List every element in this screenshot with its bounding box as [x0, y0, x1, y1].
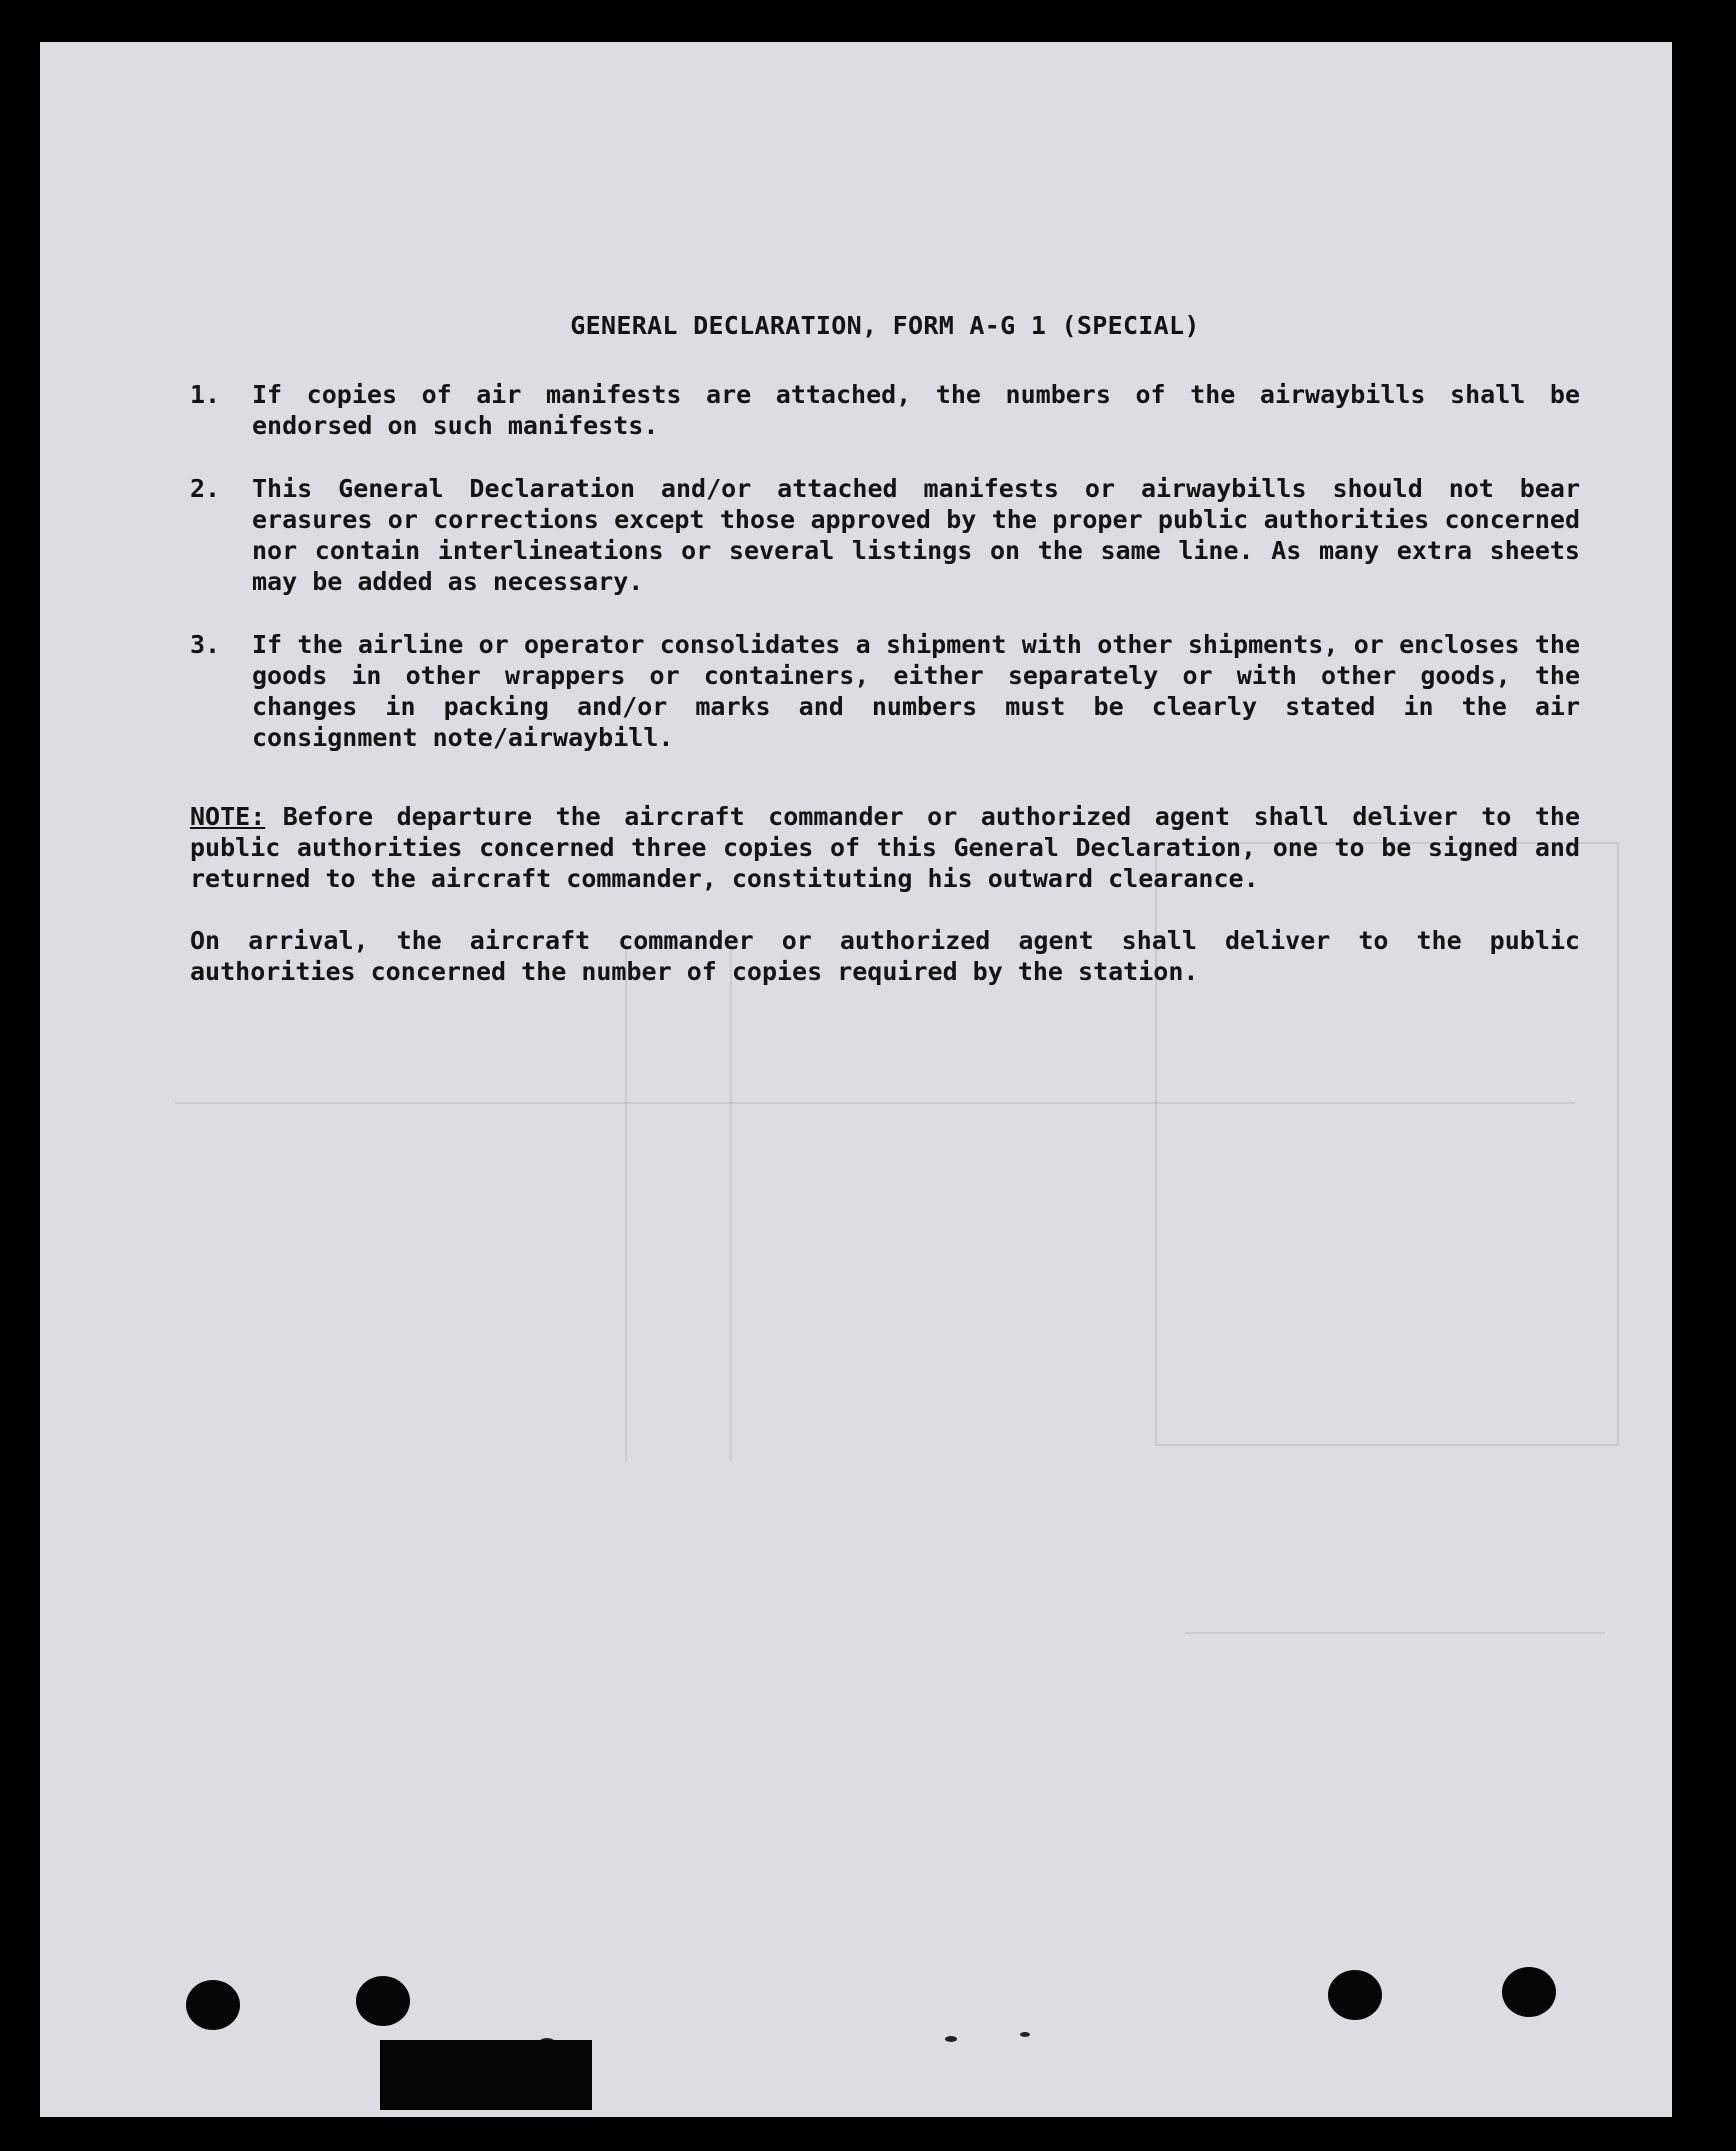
binding-tab: [380, 2040, 592, 2110]
document-title: GENERAL DECLARATION, FORM A-G 1 (SPECIAL): [570, 311, 1200, 340]
item-number: 2.: [190, 474, 221, 503]
instruction-item: [190, 379, 1580, 441]
arrival-paragraph: On arrival, the aircraft commander or authorized agent shall deliver to the public authorities concerned the number of copies required by the station.: [190, 926, 1580, 986]
item-number: 3.: [190, 630, 221, 659]
punch-hole: [356, 1976, 410, 2026]
item-text: If the airline or operator consolidates a shipment with other shipments, or encloses the goods in other wrappers or containers, either separately or with other goods, the changes in packing and/or marks and numbers must be clearly stated in the air consignment note/airwaybill.: [252, 630, 1580, 752]
bleed-through-line: [730, 942, 732, 1462]
document-page: [40, 42, 1672, 2117]
departure-note: [190, 801, 1580, 894]
bleed-through-line: [625, 942, 627, 1462]
ink-spot: [945, 2036, 957, 2042]
item-text: If copies of air manifests are attached, the numbers of the airwaybills shall be endorsed on such manifests.: [252, 380, 1580, 440]
punch-hole: [1502, 1967, 1556, 2017]
instruction-item: [190, 473, 1580, 597]
punch-hole: [186, 1980, 240, 2030]
note-label: NOTE:: [190, 802, 266, 831]
ink-spot: [1020, 2032, 1030, 2037]
punch-hole: [1328, 1970, 1382, 2020]
bleed-through-line: [1185, 1632, 1605, 1634]
item-text: This General Declaration and/or attached manifests or airwaybills should not bear erasures or corrections except those approved by the proper public authorities concerned nor contain interlineations or several listings on the same line. As many extra sheets may be added as necessary.: [252, 474, 1580, 596]
declaration-instructions: [190, 310, 1580, 987]
instruction-item: [190, 629, 1580, 753]
note-text: Before departure the aircraft commander or authorized agent shall deliver to the public authorities concerned three copies of this General Declaration, one to be signed and returned to the aircraft commander, constituting his outward clearance.: [190, 802, 1580, 893]
bleed-through-line: [175, 1102, 1575, 1104]
item-number: 1.: [190, 380, 221, 409]
